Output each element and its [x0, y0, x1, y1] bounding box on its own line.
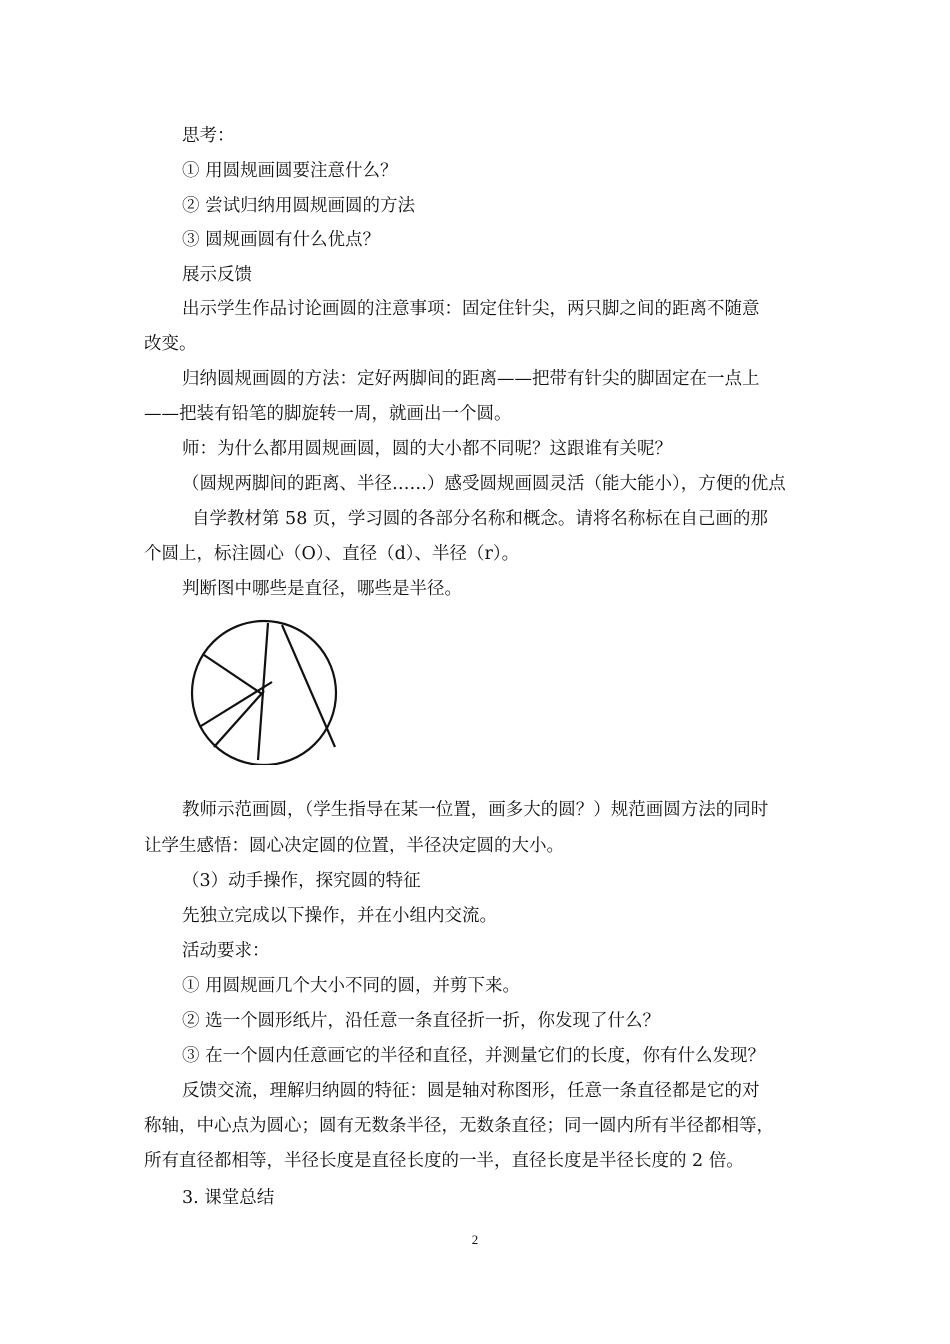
- section-heading: （3）动手操作，探究圆的特征: [182, 871, 421, 891]
- paragraph-line: 个圆上，标注圆心（O）、直径（d）、半径（r）。: [144, 544, 520, 564]
- paragraph-line: 师：为什么都用圆规画圆，圆的大小都不同呢？这跟谁有关呢？: [182, 439, 672, 459]
- circle-diagram: [180, 615, 350, 765]
- paragraph-line: （圆规两脚间的距离、半径……）感受圆规画圆灵活（能大能小），方便的优点: [182, 474, 786, 494]
- feedback-heading: 展示反馈: [182, 265, 252, 285]
- paragraph-line: 教师示范画圆，（学生指导在某一位置，画多大的圆？）规范画圆方法的同时: [182, 800, 769, 820]
- circle-outline: [192, 621, 336, 765]
- paragraph-line: 自学教材第 58 页，学习圆的各部分名称和概念。请将名称标在自己画的那: [192, 509, 768, 529]
- paragraph-line: 所有直径都相等，半径长度是直径长度的一半，直径长度是半径长度的 2 倍。: [144, 1151, 744, 1171]
- paragraph-line: 先独立完成以下操作，并在小组内交流。: [182, 906, 497, 926]
- summary-heading: 3. 课堂总结: [182, 1188, 275, 1208]
- paragraph-line: 让学生感悟：圆心决定圆的位置，半径决定圆的大小。: [144, 836, 564, 856]
- think-question-1: ① 用圆规画圆要注意什么？: [182, 161, 398, 181]
- activity-item-3: ③ 在一个圆内任意画它的半径和直径，并测量它们的长度，你有什么发现？: [182, 1046, 766, 1066]
- think-heading: 思考：: [182, 126, 235, 146]
- activity-heading: 活动要求：: [182, 941, 270, 961]
- segment-a: [204, 655, 262, 694]
- paragraph-line: 改变。: [144, 334, 197, 354]
- paragraph-line: 出示学生作品讨论画圆的注意事项：固定住针尖，两只脚之间的距离不随意: [182, 299, 760, 319]
- activity-item-2: ② 选一个圆形纸片，沿任意一条直径折一折，你发现了什么？: [182, 1011, 661, 1031]
- activity-item-1: ① 用圆规画几个大小不同的圆，并剪下来。: [182, 976, 521, 996]
- page-number: 2: [471, 1232, 479, 1247]
- paragraph-line: 反馈交流，理解归纳圆的特征：圆是轴对称图形，任意一条直径都是它的对: [182, 1081, 760, 1101]
- segment-c: [282, 625, 335, 747]
- think-question-2: ② 尝试归纳用圆规画圆的方法: [182, 196, 416, 216]
- paragraph-line: 称轴，中心点为圆心；圆有无数条半径，无数条直径；同一圆内所有半径都相等，: [144, 1116, 774, 1136]
- paragraph-line: 判断图中哪些是直径，哪些是半径。: [182, 579, 462, 599]
- paragraph-line: ——把装有铅笔的脚旋转一周，就画出一个圆。: [144, 404, 512, 424]
- think-question-3: ③ 圆规画圆有什么优点？: [182, 230, 381, 250]
- segment-e: [214, 691, 264, 747]
- paragraph-line: 归纳圆规画圆的方法：定好两脚间的距离——把带有针尖的脚固定在一点上: [182, 369, 760, 389]
